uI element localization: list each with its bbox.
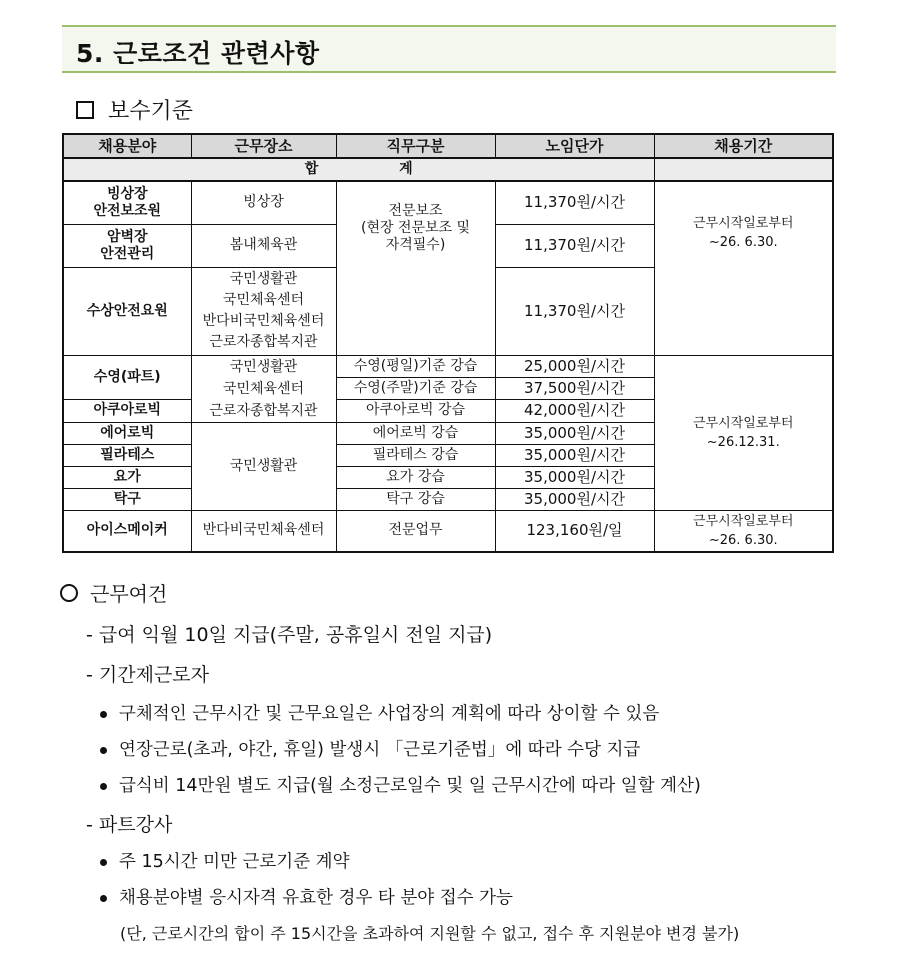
wage-ice: 11,370원/시간: [495, 181, 654, 224]
place-water: 국민생활관 국민체육센터 반다비국민체육센터 근로자종합복지관: [191, 267, 336, 355]
duty-aqua: 아쿠아로빅 강습: [336, 400, 495, 422]
checkbox-square-icon: [76, 101, 94, 119]
field-tabletennis: 탁구: [63, 488, 191, 510]
bullet-dot-icon: [100, 711, 107, 718]
duty-tabletennis: 탁구 강습: [336, 488, 495, 510]
place-swim: 국민생활관 국민체육센터 근로자종합복지관: [191, 355, 336, 422]
wage-table: [62, 133, 834, 553]
field-water: 수상안전요원: [63, 267, 191, 355]
part-note: (단, 근로시간의 합이 주 15시간을 초과하여 지원할 수 없고, 접수 후 지원분야 변경 불가): [120, 924, 740, 943]
section-header: [62, 25, 836, 73]
bullet-dot-icon: [100, 859, 107, 866]
wage-swim-weekday: 25,000원/시간: [495, 355, 654, 377]
duty-swim-weekday: 수영(평일)기준 강습: [336, 355, 495, 377]
pay-line: - 급여 익월 10일 지급(주말, 공휴일시 전일 지급): [86, 624, 493, 646]
duty-yoga: 요가 강습: [336, 466, 495, 488]
period-icemaker: 근무시작일로부터 ~26. 6.30.: [654, 510, 833, 552]
table-row: [63, 181, 833, 224]
subheading: [76, 94, 193, 125]
list-item-text: 연장근로(초과, 야간, 휴일) 발생시 「근로기준법」에 따라 수당 지급: [119, 740, 641, 760]
list-item-text: 주 15시간 미만 근로기준 계약: [119, 852, 350, 872]
wage-icemaker: 123,160원/일: [495, 510, 654, 552]
wage-water: 11,370원/시간: [495, 267, 654, 355]
duty-assist: 전문보조 (현장 전문보조 및 자격필수): [336, 181, 495, 355]
list-item-text: 채용분야별 응시자격 유효한 경우 타 분야 접수 가능: [119, 888, 513, 908]
field-swim: 수영(파트): [63, 355, 191, 400]
field-aqua: 아쿠아로빅: [63, 400, 191, 422]
duty-icemaker: 전문업무: [336, 510, 495, 552]
conditions-heading-text: 근무여건: [90, 582, 168, 606]
list-item-text: 구체적인 근무시간 및 근무요일은 사업장의 계획에 따라 상이할 수 있음: [119, 704, 660, 724]
header-wage: 노임단가: [495, 134, 654, 158]
period-1: 근무시작일로부터 ~26. 6.30.: [654, 181, 833, 355]
field-climb: 암벽장 안전관리: [63, 224, 191, 267]
conditions-heading: [60, 578, 167, 607]
total-empty: [654, 158, 833, 181]
header-duty: 직무구분: [336, 134, 495, 158]
list-item: [100, 772, 701, 797]
wage-pilates: 35,000원/시간: [495, 444, 654, 466]
place-part: 국민생활관: [191, 422, 336, 510]
bullet-dot-icon: [100, 783, 107, 790]
wage-aqua: 42,000원/시간: [495, 400, 654, 422]
place-icemaker: 반다비국민체육센터: [191, 510, 336, 552]
fixed-term-heading: - 기간제근로자: [86, 664, 210, 686]
table-row: [63, 510, 833, 552]
header-place: 근무장소: [191, 134, 336, 158]
list-item: [100, 884, 513, 909]
duty-aerobic: 에어로빅 강습: [336, 422, 495, 444]
field-pilates: 필라테스: [63, 444, 191, 466]
table-header-row: [63, 134, 833, 158]
field-yoga: 요가: [63, 466, 191, 488]
bullet-dot-icon: [100, 895, 107, 902]
duty-swim-weekend: 수영(주말)기준 강습: [336, 377, 495, 399]
list-item: [100, 848, 349, 873]
bullet-dot-icon: [100, 747, 107, 754]
place-ice: 빙상장: [191, 181, 336, 224]
total-label: 합 계: [304, 161, 451, 177]
subheading-text: 보수기준: [108, 99, 194, 124]
field-ice: 빙상장 안전보조원: [63, 181, 191, 224]
list-item: [100, 736, 640, 761]
list-item: [100, 700, 659, 725]
wage-yoga: 35,000원/시간: [495, 466, 654, 488]
list-item-text: 급식비 14만원 별도 지급(월 소정근로일수 및 일 근무시간에 따라 일할 계산): [119, 776, 701, 796]
total-row: [63, 158, 833, 181]
place-climb: 봄내체육관: [191, 224, 336, 267]
section-title: 5. 근로조건 관련사항: [76, 39, 320, 68]
wage-swim-weekend: 37,500원/시간: [495, 377, 654, 399]
wage-aerobic: 35,000원/시간: [495, 422, 654, 444]
period-2: 근무시작일로부터 ~26.12.31.: [654, 355, 833, 510]
duty-pilates: 필라테스 강습: [336, 444, 495, 466]
table-row: [63, 355, 833, 377]
header-period: 채용기간: [654, 134, 833, 158]
circle-bullet-icon: [60, 584, 78, 602]
field-aerobic: 에어로빅: [63, 422, 191, 444]
header-field: 채용분야: [63, 134, 191, 158]
field-icemaker: 아이스메이커: [63, 510, 191, 552]
wage-climb: 11,370원/시간: [495, 224, 654, 267]
part-heading: - 파트강사: [86, 814, 173, 836]
wage-tabletennis: 35,000원/시간: [495, 488, 654, 510]
